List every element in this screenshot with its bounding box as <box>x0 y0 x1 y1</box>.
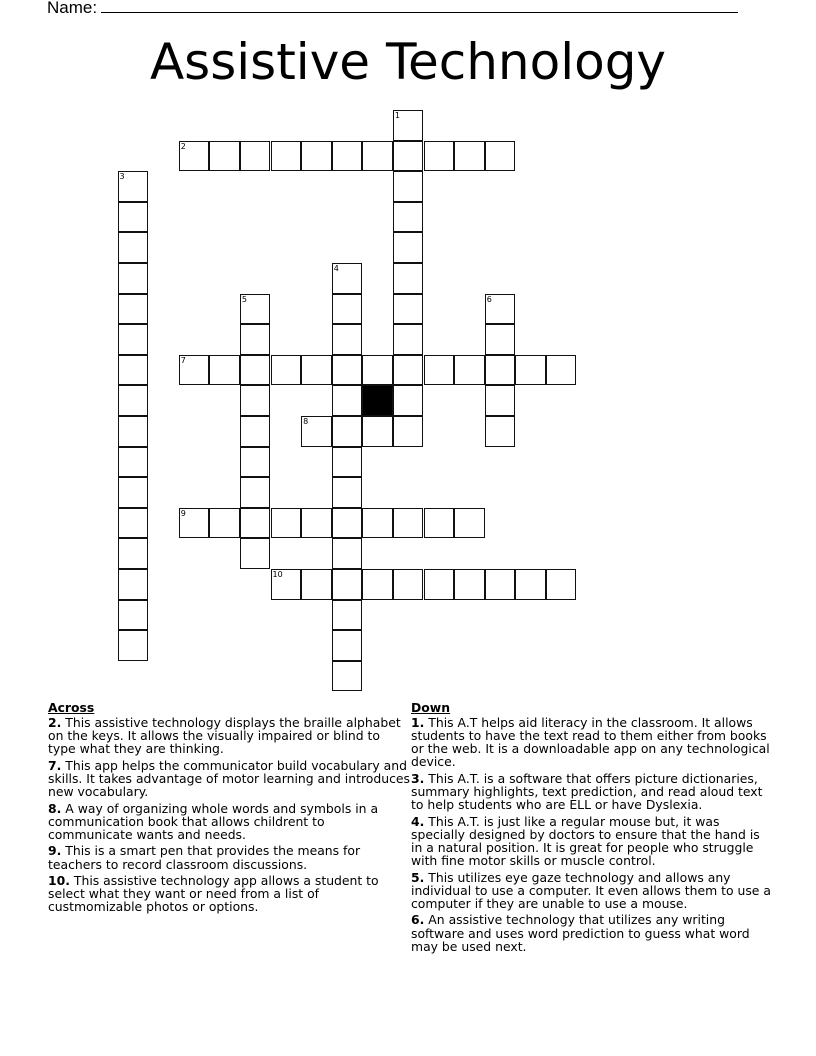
grid-cell[interactable] <box>118 294 149 325</box>
grid-cell[interactable] <box>118 232 149 263</box>
down-heading: Down <box>411 700 451 715</box>
down-clues <box>411 701 773 956</box>
down-clue: 5. This utilizes eye gaze technology and allows any individual to use a computer. It even allows them to use a computer if they are unable to use a mouse. <box>411 869 771 911</box>
grid-cell[interactable] <box>118 202 149 233</box>
across-clue: 2. This assistive technology displays the braille alphabet on the keys. It allows the visually impaired or blind to type what they are thinking. <box>48 715 401 757</box>
down-clue: 6. An assistive technology that utilizes any writing software and uses word prediction to guess what word may be used next. <box>411 912 750 954</box>
grid-cell[interactable] <box>454 569 485 600</box>
grid-cell[interactable] <box>240 538 271 569</box>
grid-cell[interactable] <box>515 569 546 600</box>
grid-cell[interactable] <box>240 416 271 447</box>
grid-cell[interactable] <box>118 477 149 508</box>
grid-cell[interactable] <box>118 416 149 447</box>
grid-cell[interactable] <box>301 141 332 172</box>
grid-cell[interactable] <box>546 569 577 600</box>
across-clue: 10. This assistive technology app allows a student to select what they want or need from a list of custmomizable photos or options. <box>48 873 379 915</box>
across-clues <box>48 701 410 917</box>
grid-cell[interactable] <box>485 416 516 447</box>
grid-cell[interactable] <box>362 416 393 447</box>
grid-cell[interactable] <box>301 355 332 386</box>
grid-cell[interactable] <box>393 508 424 539</box>
clue-number: 10 <box>272 570 283 579</box>
clue-number: 5 <box>241 294 247 304</box>
clue-number: 1 <box>394 111 400 120</box>
grid-cell[interactable] <box>118 538 149 569</box>
grid-cell[interactable] <box>118 447 149 478</box>
grid-cell[interactable] <box>393 569 424 600</box>
grid-cell[interactable] <box>485 385 516 416</box>
grid-cell[interactable] <box>393 171 424 202</box>
grid-cell[interactable] <box>271 355 302 386</box>
grid-cell[interactable] <box>118 569 149 600</box>
grid-cell[interactable] <box>118 324 149 355</box>
grid-cell[interactable] <box>332 630 363 661</box>
grid-cell[interactable] <box>118 600 149 631</box>
grid-cell[interactable] <box>301 569 332 600</box>
clue-number: 8 <box>303 417 309 426</box>
grid-cell[interactable] <box>332 355 363 386</box>
grid-cell[interactable] <box>332 508 363 539</box>
grid-cell[interactable] <box>240 477 271 508</box>
grid-cell[interactable] <box>393 263 424 294</box>
grid-cell[interactable] <box>362 355 393 386</box>
grid-cell[interactable] <box>209 141 240 172</box>
grid-cell[interactable] <box>118 385 149 416</box>
grid-cell[interactable] <box>332 600 363 631</box>
grid-cell[interactable] <box>240 447 271 478</box>
grid-cell[interactable] <box>332 661 363 692</box>
grid-cell[interactable] <box>240 324 271 355</box>
grid-cell[interactable] <box>332 324 363 355</box>
across-clue: 8. A way of organizing whole words and symbols in a communication book that allows childrent to communicate wants and needs. <box>48 800 379 842</box>
grid-cell[interactable] <box>393 294 424 325</box>
clue-number: 3 <box>119 172 125 182</box>
grid-cell[interactable] <box>393 355 424 386</box>
clue-number: 6 <box>486 294 492 304</box>
grid-cell[interactable] <box>454 355 485 386</box>
grid-cell[interactable] <box>424 141 455 172</box>
grid-cell[interactable] <box>546 355 577 386</box>
grid-cell[interactable] <box>332 385 363 416</box>
down-clue: 4. This A.T. is just like a regular mouse but, it was specially designed by doctors to ensure that the hand is in a natural position. It is great for people who struggle with fine motor skills or muscle control. <box>411 813 760 869</box>
down-clue: 1. This A.T helps aid literacy in the classroom. It allows students to have the text read to them either from books or the web. It is a downloadable app on any technological device. <box>411 715 770 770</box>
grid-cell[interactable] <box>393 385 424 416</box>
grid-cell[interactable] <box>240 508 271 539</box>
grid-cell[interactable] <box>332 141 363 172</box>
across-clue: 7. This app helps the communicator build vocabulary and skills. It takes advantage of motor learning and introduces new vocabulary. <box>48 757 410 800</box>
grid-cell[interactable] <box>424 355 455 386</box>
grid-cell[interactable] <box>454 508 485 539</box>
grid-cell[interactable] <box>393 232 424 263</box>
grid-cell[interactable] <box>485 355 516 386</box>
grid-cell[interactable] <box>332 477 363 508</box>
grid-cell[interactable] <box>118 263 149 294</box>
grid-cell[interactable] <box>332 569 363 600</box>
grid-cell[interactable] <box>393 141 424 172</box>
clue-number: 9 <box>180 508 186 518</box>
grid-cell[interactable] <box>271 508 302 539</box>
grid-cell[interactable] <box>240 355 271 386</box>
across-clue: 9. This is a smart pen that provides the means for teachers to record classroom discussions. <box>48 843 361 872</box>
grid-cell[interactable] <box>485 324 516 355</box>
grid-cell[interactable] <box>424 569 455 600</box>
grid-cell[interactable] <box>118 508 149 539</box>
clue-number: 4 <box>333 264 339 273</box>
grid-cell[interactable] <box>362 569 393 600</box>
black-square <box>362 385 393 416</box>
name-label: Name: <box>47 0 98 17</box>
grid-cell[interactable] <box>485 141 516 172</box>
grid-cell[interactable] <box>209 355 240 386</box>
page-title: Assistive Technology <box>149 33 667 91</box>
grid-cell[interactable] <box>301 508 332 539</box>
clue-number: 7 <box>180 355 186 365</box>
grid-cell[interactable] <box>118 630 149 661</box>
grid-cell[interactable] <box>240 141 271 172</box>
grid-cell[interactable] <box>485 569 516 600</box>
grid-cell[interactable] <box>332 416 363 447</box>
grid-cell[interactable] <box>393 202 424 233</box>
across-heading: Across <box>48 700 95 715</box>
grid-cell[interactable] <box>332 447 363 478</box>
clue-number: 2 <box>180 141 186 151</box>
grid-cell[interactable] <box>118 355 149 386</box>
grid-cell[interactable] <box>240 385 271 416</box>
grid-cell[interactable] <box>362 508 393 539</box>
grid-cell[interactable] <box>393 416 424 447</box>
grid-cell[interactable] <box>362 141 393 172</box>
grid-cell[interactable] <box>515 355 546 386</box>
grid-cell[interactable] <box>393 324 424 355</box>
grid-cell[interactable] <box>271 141 302 172</box>
grid-cell[interactable] <box>332 538 363 569</box>
grid-cell[interactable] <box>454 141 485 172</box>
down-clue: 3. This A.T. is a software that offers picture dictionaries, summary highlights, text prediction, and read aloud text to help students who are ELL or have Dyslexia. <box>411 770 763 813</box>
grid-cell[interactable] <box>209 508 240 539</box>
grid-cell[interactable] <box>424 508 455 539</box>
grid-cell[interactable] <box>332 294 363 325</box>
